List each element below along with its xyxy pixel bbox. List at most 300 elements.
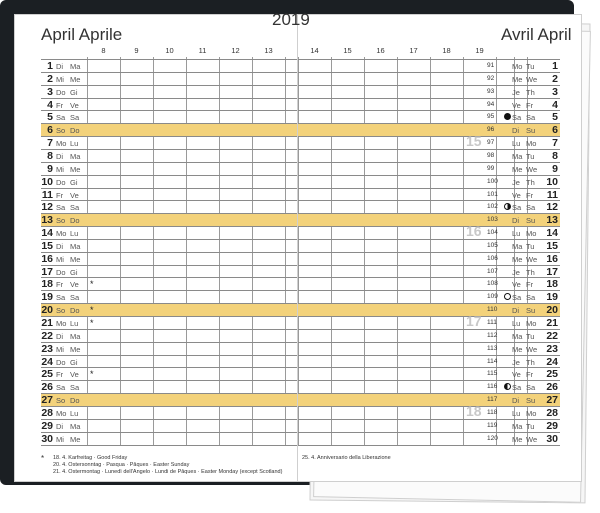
hour-header: 17 bbox=[409, 46, 418, 55]
day-row[interactable] bbox=[41, 265, 297, 278]
weekday-fr: Ve bbox=[512, 100, 521, 110]
full-moon-icon bbox=[504, 293, 511, 300]
weekday-fr: Me bbox=[512, 254, 523, 264]
weekday-fr: Je bbox=[512, 87, 520, 97]
day-row[interactable] bbox=[41, 72, 297, 85]
day-number: 13 bbox=[41, 214, 53, 227]
day-row[interactable] bbox=[41, 213, 297, 226]
day-row[interactable] bbox=[298, 342, 560, 355]
day-row[interactable] bbox=[298, 98, 560, 111]
day-row[interactable] bbox=[41, 110, 297, 123]
day-of-year: 116 bbox=[487, 383, 498, 391]
day-row[interactable] bbox=[298, 303, 560, 316]
weekday-it: Ve bbox=[70, 280, 79, 290]
day-row[interactable] bbox=[41, 188, 297, 201]
weekday-en: Tu bbox=[526, 421, 535, 431]
day-of-year: 97 bbox=[487, 139, 495, 147]
day-number: 22 bbox=[41, 329, 53, 342]
weekday-en: Sa bbox=[526, 293, 536, 303]
day-number: 17 bbox=[546, 265, 558, 278]
day-number: 21 bbox=[546, 317, 558, 329]
day-number: 8 bbox=[47, 149, 53, 162]
day-number: 30 bbox=[41, 432, 53, 445]
day-number: 9 bbox=[47, 162, 53, 175]
weekday-en: Th bbox=[526, 177, 535, 187]
day-of-year: 102 bbox=[487, 203, 498, 211]
footnote-star: * bbox=[41, 453, 45, 463]
weekday-fr: Ma bbox=[512, 421, 523, 431]
day-row[interactable] bbox=[41, 355, 297, 368]
weekday-de: Di bbox=[56, 62, 64, 71]
day-number: 10 bbox=[546, 175, 558, 188]
day-number: 1 bbox=[552, 60, 558, 72]
day-number: 15 bbox=[41, 239, 53, 252]
hour-header: 12 bbox=[231, 46, 240, 55]
weekday-fr: Di bbox=[512, 396, 520, 406]
day-number: 20 bbox=[546, 304, 558, 317]
day-row[interactable] bbox=[41, 59, 297, 72]
grid-bottom bbox=[41, 445, 297, 446]
day-number: 8 bbox=[552, 149, 558, 162]
day-row[interactable] bbox=[298, 316, 560, 329]
weekday-fr: Ve bbox=[512, 190, 521, 200]
weekday-de: Fr bbox=[56, 190, 64, 200]
day-row[interactable] bbox=[41, 226, 297, 239]
day-row[interactable] bbox=[298, 72, 560, 85]
weekday-de: Sa bbox=[56, 113, 66, 123]
day-row[interactable] bbox=[41, 432, 297, 445]
hour-header: 14 bbox=[310, 46, 319, 55]
weekday-de: Mo bbox=[56, 408, 67, 418]
weekday-fr: Me bbox=[512, 344, 523, 354]
weekday-de: Sa bbox=[56, 293, 66, 303]
day-of-year: 114 bbox=[487, 357, 498, 365]
weekday-it: Gi bbox=[70, 267, 78, 277]
day-row[interactable] bbox=[298, 393, 560, 406]
day-of-year: 115 bbox=[487, 370, 498, 378]
day-number: 13 bbox=[546, 214, 558, 227]
day-number: 26 bbox=[41, 381, 53, 394]
weekday-de: Do bbox=[56, 87, 66, 97]
weekday-it: Do bbox=[70, 216, 80, 226]
day-row[interactable] bbox=[298, 406, 560, 419]
weekday-fr: Ve bbox=[512, 280, 521, 290]
day-row[interactable] bbox=[298, 213, 560, 226]
weekday-en: Mo bbox=[526, 229, 537, 239]
hour-header: 15 bbox=[343, 46, 352, 55]
day-of-year: 91 bbox=[487, 62, 495, 69]
day-number: 2 bbox=[552, 72, 558, 85]
left-month-title: April Aprile bbox=[41, 25, 123, 44]
weekday-fr: Lu bbox=[512, 229, 521, 239]
weekday-it: Ma bbox=[70, 151, 81, 161]
weekday-fr: Me bbox=[512, 434, 523, 444]
footnote-line: 20. 4. Ostersonntag · Pasqua · Pâques · Easter Sunday bbox=[53, 461, 190, 468]
weekday-de: Di bbox=[56, 241, 64, 251]
day-number: 11 bbox=[41, 188, 53, 201]
day-row[interactable] bbox=[41, 316, 297, 329]
day-number: 3 bbox=[47, 85, 53, 98]
day-row[interactable] bbox=[298, 162, 560, 175]
hour-header: 19 bbox=[475, 46, 484, 55]
day-row[interactable] bbox=[41, 329, 297, 342]
weekday-de: So bbox=[56, 306, 66, 316]
weekday-it: Lu bbox=[70, 229, 79, 239]
day-number: 20 bbox=[41, 304, 53, 317]
day-of-year: 107 bbox=[487, 267, 498, 275]
weekday-it: Do bbox=[70, 396, 80, 406]
weekday-fr: Ve bbox=[512, 370, 521, 380]
day-of-year: 103 bbox=[487, 216, 498, 224]
hour-header: 8 bbox=[101, 46, 106, 55]
grid-bottom bbox=[298, 445, 560, 446]
weekday-it: Do bbox=[70, 126, 80, 136]
day-row[interactable] bbox=[41, 252, 297, 265]
weekday-it: Ve bbox=[70, 190, 79, 200]
day-row[interactable] bbox=[298, 188, 560, 201]
day-of-year: 111 bbox=[487, 319, 497, 326]
day-number: 30 bbox=[546, 432, 558, 445]
weekday-fr: Ma bbox=[512, 241, 523, 251]
day-of-year: 98 bbox=[487, 151, 495, 159]
day-number: 18 bbox=[41, 278, 53, 291]
weekday-de: Mi bbox=[56, 254, 64, 264]
day-number: 27 bbox=[546, 394, 558, 407]
weekday-it: Sa bbox=[70, 293, 80, 303]
day-number: 29 bbox=[41, 419, 53, 432]
weekday-en: Su bbox=[526, 396, 536, 406]
weekday-en: Fr bbox=[526, 190, 534, 200]
weekday-de: Mi bbox=[56, 164, 64, 174]
weekday-en: We bbox=[526, 434, 538, 444]
day-row[interactable] bbox=[298, 290, 560, 303]
weekday-de: Di bbox=[56, 421, 64, 431]
week-number: 16 bbox=[466, 223, 482, 240]
day-number: 22 bbox=[546, 329, 558, 342]
day-row[interactable] bbox=[41, 149, 297, 162]
day-of-year: 106 bbox=[487, 254, 498, 262]
weekday-de: Mi bbox=[56, 434, 64, 444]
day-number: 11 bbox=[546, 188, 558, 201]
weekday-it: Sa bbox=[70, 113, 80, 123]
day-row[interactable] bbox=[41, 123, 297, 136]
day-of-year: 95 bbox=[487, 113, 495, 121]
weekday-fr: Mo bbox=[512, 62, 523, 71]
weekday-it: Ma bbox=[70, 62, 81, 71]
weekday-en: We bbox=[526, 254, 538, 264]
weekday-en: Fr bbox=[526, 370, 534, 380]
weekday-it: Lu bbox=[70, 139, 79, 149]
day-number: 21 bbox=[41, 317, 53, 329]
holiday-star: * bbox=[90, 318, 94, 328]
day-number: 27 bbox=[41, 394, 53, 407]
weekday-it: Me bbox=[70, 344, 81, 354]
day-of-year: 109 bbox=[487, 293, 498, 301]
weekday-de: Do bbox=[56, 177, 66, 187]
weekday-it: Lu bbox=[70, 408, 79, 418]
weekday-it: Me bbox=[70, 254, 81, 264]
day-row[interactable] bbox=[298, 239, 560, 252]
day-of-year: 112 bbox=[487, 331, 498, 339]
day-number: 23 bbox=[546, 342, 558, 355]
weekday-en: Sa bbox=[526, 203, 536, 213]
weekday-de: Sa bbox=[56, 383, 66, 393]
weekday-fr: Lu bbox=[512, 139, 521, 149]
right-page bbox=[297, 14, 582, 482]
day-number: 24 bbox=[41, 355, 53, 368]
weekday-de: Mo bbox=[56, 139, 67, 149]
weekday-de: So bbox=[56, 126, 66, 136]
day-number: 17 bbox=[41, 265, 53, 278]
weekday-de: Mi bbox=[56, 344, 64, 354]
day-number: 15 bbox=[546, 239, 558, 252]
day-number: 29 bbox=[546, 419, 558, 432]
day-number: 3 bbox=[552, 85, 558, 98]
day-number: 16 bbox=[41, 252, 53, 265]
weekday-en: Mo bbox=[526, 408, 537, 418]
weekday-en: Su bbox=[526, 306, 536, 316]
weekday-de: Do bbox=[56, 357, 66, 367]
day-row[interactable] bbox=[298, 367, 560, 380]
quarter-moon-icon bbox=[504, 383, 511, 390]
weekday-de: Sa bbox=[56, 203, 66, 213]
day-of-year: 92 bbox=[487, 74, 495, 82]
weekday-de: Di bbox=[56, 331, 64, 341]
weekday-de: Fr bbox=[56, 100, 64, 110]
weekday-en: Th bbox=[526, 87, 535, 97]
weekday-en: Sa bbox=[526, 383, 536, 393]
new-moon-icon bbox=[504, 113, 511, 120]
day-row[interactable] bbox=[298, 432, 560, 445]
day-number: 25 bbox=[41, 368, 53, 381]
day-row[interactable] bbox=[41, 419, 297, 432]
weekday-fr: Di bbox=[512, 126, 520, 136]
weekday-fr: Ma bbox=[512, 331, 523, 341]
day-row[interactable] bbox=[41, 85, 297, 98]
weekday-en: Sa bbox=[526, 113, 536, 123]
day-row[interactable] bbox=[298, 419, 560, 432]
right-month-title: Avril April bbox=[501, 25, 572, 44]
day-row[interactable] bbox=[41, 393, 297, 406]
day-of-year: 118 bbox=[487, 408, 498, 416]
year-label: 2019 bbox=[272, 10, 310, 29]
hour-header: 11 bbox=[198, 46, 207, 55]
weekday-it: Lu bbox=[70, 319, 79, 328]
week-number: 17 bbox=[466, 313, 482, 329]
weekday-en: Su bbox=[526, 126, 536, 136]
day-number: 7 bbox=[47, 137, 53, 150]
week-number: 15 bbox=[466, 133, 482, 150]
day-number: 10 bbox=[41, 175, 53, 188]
day-row[interactable] bbox=[298, 380, 560, 393]
weekday-fr: Je bbox=[512, 357, 520, 367]
day-row[interactable] bbox=[41, 136, 297, 149]
day-row[interactable] bbox=[298, 277, 560, 290]
weekday-en: Tu bbox=[526, 62, 535, 71]
day-number: 28 bbox=[546, 406, 558, 419]
weekday-it: Gi bbox=[70, 177, 78, 187]
holiday-star: * bbox=[90, 305, 94, 316]
day-row[interactable] bbox=[41, 406, 297, 419]
day-row[interactable] bbox=[298, 329, 560, 342]
weekday-en: Mo bbox=[526, 319, 537, 328]
day-of-year: 94 bbox=[487, 100, 495, 108]
day-of-year: 99 bbox=[487, 164, 495, 172]
quarter-moon-icon bbox=[504, 203, 511, 210]
day-number: 12 bbox=[546, 201, 558, 214]
weekday-de: Mo bbox=[56, 319, 67, 328]
weekday-it: Gi bbox=[70, 357, 78, 367]
weekday-fr: Sa bbox=[512, 113, 522, 123]
day-row[interactable] bbox=[41, 277, 297, 290]
weekday-de: Fr bbox=[56, 370, 64, 380]
hour-header: 18 bbox=[442, 46, 451, 55]
weekday-de: Di bbox=[56, 151, 64, 161]
weekday-en: Tu bbox=[526, 151, 535, 161]
day-of-year: 104 bbox=[487, 229, 498, 237]
weekday-en: Fr bbox=[526, 100, 534, 110]
day-row[interactable] bbox=[41, 200, 297, 213]
day-row[interactable] bbox=[41, 290, 297, 303]
hour-header: 10 bbox=[165, 46, 174, 55]
day-row[interactable] bbox=[41, 175, 297, 188]
day-number: 12 bbox=[41, 201, 53, 214]
holiday-star: * bbox=[90, 369, 94, 380]
day-number: 5 bbox=[47, 111, 53, 124]
day-row[interactable] bbox=[41, 380, 297, 393]
hour-header: 9 bbox=[134, 46, 139, 55]
day-row[interactable] bbox=[298, 149, 560, 162]
footnote-line: 18. 4. Karfreitag · Good Friday bbox=[53, 454, 128, 461]
day-row[interactable] bbox=[41, 162, 297, 175]
day-number: 25 bbox=[546, 368, 558, 381]
day-number: 2 bbox=[47, 72, 53, 85]
day-of-year: 117 bbox=[487, 396, 498, 404]
weekday-fr: Lu bbox=[512, 408, 521, 418]
day-of-year: 120 bbox=[487, 434, 498, 442]
week-number: 18 bbox=[466, 402, 482, 419]
day-number: 5 bbox=[552, 111, 558, 124]
day-number: 7 bbox=[552, 137, 558, 150]
day-row[interactable] bbox=[298, 123, 560, 136]
holiday-star: * bbox=[90, 279, 94, 290]
weekday-it: Do bbox=[70, 306, 80, 316]
weekday-fr: Me bbox=[512, 74, 523, 84]
weekday-en: Tu bbox=[526, 241, 535, 251]
weekday-it: Me bbox=[70, 434, 81, 444]
day-number: 6 bbox=[47, 124, 53, 137]
day-number: 6 bbox=[552, 124, 558, 137]
day-of-year: 101 bbox=[487, 190, 498, 198]
weekday-fr: Sa bbox=[512, 383, 522, 393]
day-number: 4 bbox=[47, 98, 53, 111]
weekday-en: We bbox=[526, 164, 538, 174]
weekday-it: Sa bbox=[70, 383, 80, 393]
day-of-year: 108 bbox=[487, 280, 498, 288]
weekday-it: Me bbox=[70, 74, 81, 84]
weekday-fr: Lu bbox=[512, 319, 521, 328]
hour-header: 13 bbox=[264, 46, 273, 55]
weekday-fr: Sa bbox=[512, 203, 522, 213]
day-number: 24 bbox=[546, 355, 558, 368]
day-of-year: 105 bbox=[487, 241, 498, 249]
day-row[interactable] bbox=[41, 367, 297, 380]
day-row[interactable] bbox=[298, 110, 560, 123]
weekday-en: Mo bbox=[526, 139, 537, 149]
weekday-it: Ma bbox=[70, 421, 81, 431]
weekday-it: Me bbox=[70, 164, 81, 174]
day-row[interactable] bbox=[298, 200, 560, 213]
day-row[interactable] bbox=[41, 342, 297, 355]
weekday-de: So bbox=[56, 216, 66, 226]
footnote-line: 21. 4. Ostermontag · Lunedì dell'Angelo · Lundi de Pâques · Easter Monday (except Scotland) bbox=[53, 468, 283, 475]
weekday-fr: Sa bbox=[512, 293, 522, 303]
day-number: 16 bbox=[546, 252, 558, 265]
day-row[interactable] bbox=[298, 252, 560, 265]
weekday-it: Ve bbox=[70, 100, 79, 110]
day-of-year: 96 bbox=[487, 126, 495, 134]
day-row[interactable] bbox=[298, 136, 560, 149]
day-of-year: 93 bbox=[487, 87, 495, 95]
weekday-en: We bbox=[526, 74, 538, 84]
day-of-year: 100 bbox=[487, 177, 498, 185]
weekday-de: Mi bbox=[56, 74, 64, 84]
day-of-year: 110 bbox=[487, 306, 498, 314]
day-number: 1 bbox=[47, 60, 53, 72]
day-number: 9 bbox=[552, 162, 558, 175]
day-row[interactable] bbox=[298, 355, 560, 368]
day-row[interactable] bbox=[41, 239, 297, 252]
day-row[interactable] bbox=[298, 59, 560, 72]
weekday-fr: Ma bbox=[512, 151, 523, 161]
day-of-year: 113 bbox=[487, 344, 498, 352]
weekday-de: Mo bbox=[56, 229, 67, 239]
day-number: 14 bbox=[546, 227, 558, 240]
left-page bbox=[14, 14, 299, 482]
weekday-en: Th bbox=[526, 267, 535, 277]
weekday-fr: Je bbox=[512, 267, 520, 277]
weekday-de: Fr bbox=[56, 280, 64, 290]
weekday-it: Ma bbox=[70, 331, 81, 341]
weekday-fr: Di bbox=[512, 306, 520, 316]
day-row[interactable] bbox=[41, 98, 297, 111]
weekday-en: Fr bbox=[526, 280, 534, 290]
day-number: 26 bbox=[546, 381, 558, 394]
day-row[interactable] bbox=[41, 303, 297, 316]
day-number: 18 bbox=[546, 278, 558, 291]
day-row[interactable] bbox=[298, 226, 560, 239]
day-number: 28 bbox=[41, 406, 53, 419]
day-number: 4 bbox=[552, 98, 558, 111]
weekday-fr: Me bbox=[512, 164, 523, 174]
weekday-fr: Je bbox=[512, 177, 520, 187]
weekday-en: We bbox=[526, 344, 538, 354]
day-row[interactable] bbox=[298, 175, 560, 188]
day-number: 23 bbox=[41, 342, 53, 355]
weekday-de: So bbox=[56, 396, 66, 406]
weekday-en: Tu bbox=[526, 331, 535, 341]
hour-header: 16 bbox=[376, 46, 385, 55]
day-row[interactable] bbox=[298, 265, 560, 278]
day-number: 14 bbox=[41, 227, 53, 240]
weekday-en: Th bbox=[526, 357, 535, 367]
day-row[interactable] bbox=[298, 85, 560, 98]
day-of-year: 119 bbox=[487, 421, 498, 429]
weekday-it: Ve bbox=[70, 370, 79, 380]
weekday-it: Sa bbox=[70, 203, 80, 213]
day-number: 19 bbox=[546, 291, 558, 304]
weekday-it: Ma bbox=[70, 241, 81, 251]
